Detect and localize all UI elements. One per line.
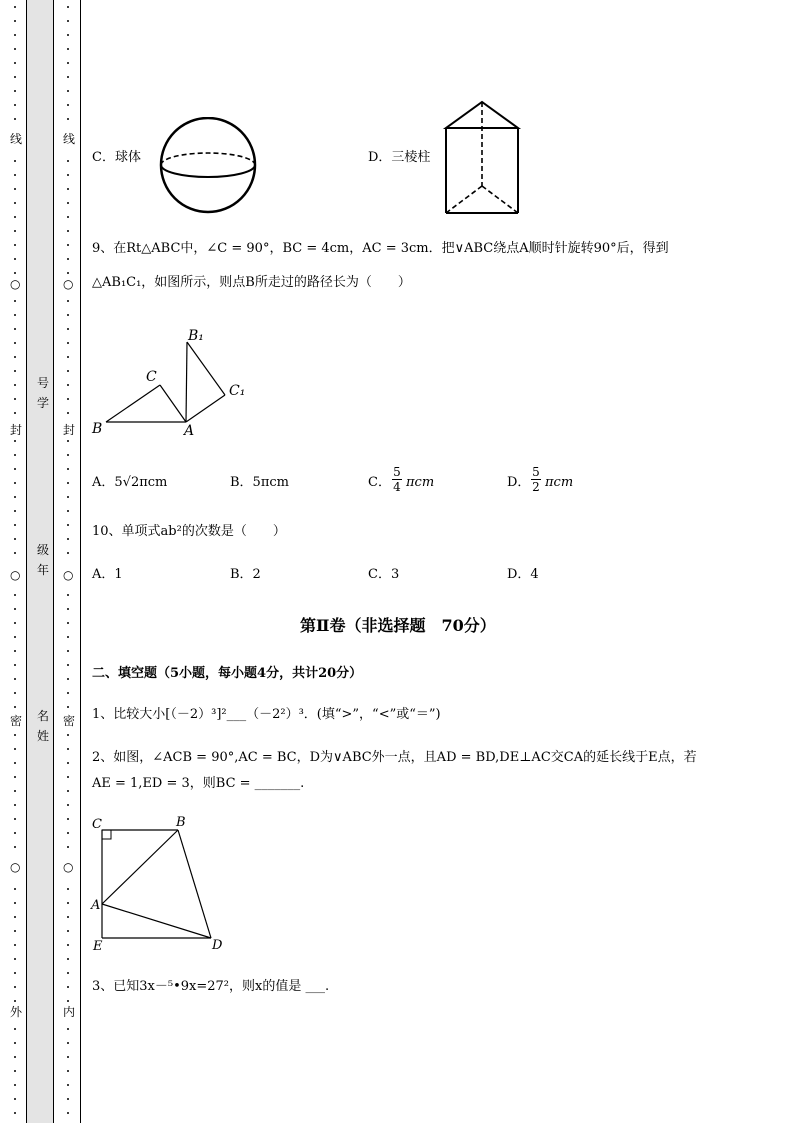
dot bbox=[67, 76, 69, 78]
dot bbox=[67, 48, 69, 50]
dot bbox=[14, 1084, 16, 1086]
left-mark-feng: 封 bbox=[10, 423, 23, 437]
dot bbox=[67, 328, 69, 330]
q10-option-a: A．1 bbox=[92, 567, 123, 582]
q9-option-d-unit: πcm bbox=[545, 475, 574, 490]
dot bbox=[14, 482, 16, 484]
label-A: A bbox=[91, 898, 101, 913]
dot bbox=[67, 244, 69, 246]
part-two-title: 第Ⅱ卷（非选择题 70分） bbox=[300, 616, 496, 635]
dot bbox=[67, 524, 69, 526]
dot bbox=[67, 678, 69, 680]
dot bbox=[67, 258, 69, 260]
q8-option-c: C．球体 bbox=[92, 150, 141, 165]
binding-gutter bbox=[26, 0, 53, 1123]
dot bbox=[14, 174, 16, 176]
dot bbox=[14, 356, 16, 358]
q9-option-c: C． bbox=[368, 475, 391, 490]
right-mark-feng: 封 bbox=[63, 423, 76, 437]
dot bbox=[14, 496, 16, 498]
dot bbox=[67, 818, 69, 820]
dot bbox=[67, 538, 69, 540]
dot bbox=[67, 1112, 69, 1114]
dot bbox=[67, 748, 69, 750]
q9-option-c-fraction bbox=[392, 465, 402, 494]
dot bbox=[14, 776, 16, 778]
dot bbox=[14, 510, 16, 512]
dot bbox=[14, 608, 16, 610]
dot bbox=[67, 902, 69, 904]
right-mark-circle: ○ bbox=[63, 277, 74, 291]
dot bbox=[67, 846, 69, 848]
dot bbox=[67, 1070, 69, 1072]
right-mark-mi: 密 bbox=[63, 714, 76, 728]
sphere-figure bbox=[158, 117, 260, 215]
left-mark-xian: 线 bbox=[10, 132, 23, 146]
dot bbox=[14, 524, 16, 526]
dot bbox=[67, 62, 69, 64]
dot bbox=[67, 594, 69, 596]
dot bbox=[67, 174, 69, 176]
dot bbox=[67, 1084, 69, 1086]
dot bbox=[14, 1056, 16, 1058]
dot bbox=[14, 216, 16, 218]
dot bbox=[14, 314, 16, 316]
dot bbox=[14, 664, 16, 666]
dot bbox=[67, 944, 69, 946]
dot bbox=[67, 1028, 69, 1030]
dot bbox=[67, 1000, 69, 1002]
dot bbox=[67, 104, 69, 106]
dot bbox=[14, 258, 16, 260]
dot bbox=[14, 1042, 16, 1044]
dot bbox=[67, 90, 69, 92]
dot bbox=[14, 552, 16, 554]
gutter-label-xing: 姓 bbox=[37, 729, 50, 743]
fill-q2-line1: 2、如图，∠ACB = 90°,AC = BC，D为∨ABC外一点，且AD = BD,DE⊥AC交CA的延长线于E点，若 bbox=[92, 750, 697, 765]
dot bbox=[14, 412, 16, 414]
dot bbox=[14, 1112, 16, 1114]
q9-option-d-fraction bbox=[531, 465, 541, 494]
dot bbox=[14, 916, 16, 918]
dot bbox=[67, 398, 69, 400]
dot bbox=[67, 1098, 69, 1100]
dot bbox=[67, 342, 69, 344]
right-mark-circle: ○ bbox=[63, 860, 74, 874]
dot bbox=[67, 468, 69, 470]
left-mark-circle: ○ bbox=[10, 860, 21, 874]
dot bbox=[67, 160, 69, 162]
dot bbox=[67, 692, 69, 694]
dot bbox=[14, 748, 16, 750]
fill-q1: 1、比较大小[（－2）³]²___（－2²）³．(填“>”，“<”或“＝”) bbox=[92, 707, 441, 722]
dot bbox=[14, 300, 16, 302]
fill-section-heading: 二、填空题（5小题，每小题4分，共计20分） bbox=[92, 666, 363, 681]
label-B1: B₁ bbox=[188, 328, 204, 344]
right-mark-xian: 线 bbox=[63, 132, 76, 146]
dot bbox=[67, 216, 69, 218]
dot bbox=[14, 440, 16, 442]
dot bbox=[67, 916, 69, 918]
dot bbox=[14, 398, 16, 400]
label-E: E bbox=[93, 939, 103, 954]
right-mark-nei: 内 bbox=[63, 1005, 76, 1019]
dot bbox=[67, 510, 69, 512]
q10-option-d: D．4 bbox=[507, 567, 539, 582]
dot bbox=[14, 944, 16, 946]
dot bbox=[67, 930, 69, 932]
dot bbox=[67, 20, 69, 22]
left-mark-circle: ○ bbox=[10, 277, 21, 291]
q8-option-d: D．三棱柱 bbox=[368, 150, 431, 165]
dot bbox=[14, 888, 16, 890]
dot bbox=[67, 230, 69, 232]
dot bbox=[67, 1056, 69, 1058]
left-mark-wai: 外 bbox=[10, 1005, 23, 1019]
dot bbox=[14, 790, 16, 792]
dot bbox=[14, 48, 16, 50]
dot bbox=[14, 902, 16, 904]
gutter-right-border bbox=[53, 0, 54, 1123]
label-C1: C₁ bbox=[229, 383, 246, 399]
dot bbox=[67, 454, 69, 456]
margin-rule bbox=[80, 0, 81, 1123]
label-B: B bbox=[92, 421, 103, 437]
dot bbox=[67, 650, 69, 652]
dot bbox=[14, 678, 16, 680]
dot bbox=[67, 300, 69, 302]
q10-option-c: C．3 bbox=[368, 567, 400, 582]
dot bbox=[67, 832, 69, 834]
right-mark-circle: ○ bbox=[63, 568, 74, 582]
label-C: C bbox=[146, 369, 157, 385]
triangular-prism-figure bbox=[440, 98, 524, 218]
dot bbox=[67, 440, 69, 442]
dot bbox=[14, 370, 16, 372]
q10-option-b: B．2 bbox=[230, 567, 261, 582]
q9-option-b: B．5πcm bbox=[230, 475, 289, 490]
dot bbox=[14, 594, 16, 596]
gutter-label-nian: 年 bbox=[37, 563, 50, 577]
dot bbox=[14, 930, 16, 932]
dot bbox=[14, 734, 16, 736]
dot bbox=[67, 314, 69, 316]
dot bbox=[14, 384, 16, 386]
dot bbox=[14, 832, 16, 834]
q9-stem-line2: △AB₁C₁，如图所示，则点B所走过的路径长为（ ） bbox=[92, 275, 411, 290]
dot bbox=[14, 804, 16, 806]
dot bbox=[67, 706, 69, 708]
q10-stem: 10、单项式ab²的次数是（ ） bbox=[92, 524, 286, 539]
dot bbox=[67, 412, 69, 414]
dot bbox=[67, 188, 69, 190]
dot bbox=[14, 160, 16, 162]
dot bbox=[14, 230, 16, 232]
dot bbox=[14, 650, 16, 652]
dot bbox=[67, 664, 69, 666]
q9-stem-line1: 9、在Rt△ABC中，∠C = 90°，BC = 4cm，AC = 3cm．把∨ABC绕点A顺时针旋转90°后，得到 bbox=[92, 241, 669, 256]
q9-option-c-unit: πcm bbox=[406, 475, 435, 490]
dot bbox=[67, 958, 69, 960]
dot bbox=[67, 6, 69, 8]
dot bbox=[14, 538, 16, 540]
gutter-label-hao: 号 bbox=[37, 376, 50, 390]
dot bbox=[67, 482, 69, 484]
dot bbox=[14, 468, 16, 470]
dot bbox=[14, 272, 16, 274]
fill-q2-figure bbox=[88, 812, 228, 954]
dot bbox=[14, 34, 16, 36]
dot bbox=[14, 846, 16, 848]
q9-option-d: D． bbox=[507, 475, 531, 490]
dot bbox=[14, 636, 16, 638]
dot bbox=[67, 776, 69, 778]
dot bbox=[14, 6, 16, 8]
dot bbox=[14, 958, 16, 960]
dot bbox=[67, 986, 69, 988]
left-mark-mi: 密 bbox=[10, 714, 23, 728]
dot bbox=[14, 342, 16, 344]
dot bbox=[67, 272, 69, 274]
dot bbox=[67, 1042, 69, 1044]
label-D: D bbox=[212, 938, 223, 953]
dot bbox=[14, 76, 16, 78]
label-C: C bbox=[92, 817, 102, 832]
left-dotted-line bbox=[11, 0, 19, 1123]
right-dotted-line bbox=[64, 0, 72, 1123]
q9-option-a: A．5√2πcm bbox=[92, 475, 168, 490]
dot bbox=[67, 370, 69, 372]
gutter-left-border bbox=[26, 0, 27, 1123]
dot bbox=[67, 972, 69, 974]
label-B: B bbox=[176, 815, 186, 830]
dot bbox=[67, 734, 69, 736]
dot bbox=[67, 496, 69, 498]
dot bbox=[14, 104, 16, 106]
dot bbox=[14, 1070, 16, 1072]
dot bbox=[67, 118, 69, 120]
dot bbox=[14, 706, 16, 708]
dot bbox=[14, 818, 16, 820]
gutter-label-ming: 名 bbox=[37, 709, 50, 723]
dot bbox=[14, 622, 16, 624]
dot bbox=[14, 328, 16, 330]
dot bbox=[14, 188, 16, 190]
dot bbox=[14, 1000, 16, 1002]
dot bbox=[14, 90, 16, 92]
gutter-label-xue: 学 bbox=[37, 396, 50, 410]
dot bbox=[14, 244, 16, 246]
dot bbox=[14, 1098, 16, 1100]
dot bbox=[14, 62, 16, 64]
dot bbox=[67, 608, 69, 610]
dot bbox=[14, 1028, 16, 1030]
fraction-numerator: 5 bbox=[532, 465, 540, 479]
dot bbox=[67, 804, 69, 806]
dot bbox=[67, 552, 69, 554]
dot bbox=[67, 762, 69, 764]
dot bbox=[14, 692, 16, 694]
gutter-label-ji: 级 bbox=[37, 543, 50, 557]
fraction-numerator: 5 bbox=[393, 465, 401, 479]
dot bbox=[67, 636, 69, 638]
left-mark-circle: ○ bbox=[10, 568, 21, 582]
dot bbox=[67, 34, 69, 36]
dot bbox=[14, 202, 16, 204]
fraction-denominator: 2 bbox=[532, 480, 540, 494]
label-A: A bbox=[184, 423, 195, 439]
fraction-denominator: 4 bbox=[393, 480, 401, 494]
dot bbox=[67, 622, 69, 624]
dot bbox=[67, 202, 69, 204]
dot bbox=[67, 790, 69, 792]
dot bbox=[67, 356, 69, 358]
dot bbox=[14, 762, 16, 764]
q9-rotation-figure bbox=[88, 325, 258, 440]
dot bbox=[14, 118, 16, 120]
dot bbox=[67, 384, 69, 386]
dot bbox=[14, 986, 16, 988]
dot bbox=[67, 888, 69, 890]
fill-q3: 3、已知3x－⁵•9x=27²，则x的值是 ___. bbox=[92, 979, 330, 994]
dot bbox=[14, 20, 16, 22]
dot bbox=[14, 972, 16, 974]
fill-q2-line2: AE = 1,ED = 3，则BC = _______. bbox=[92, 776, 305, 791]
dot bbox=[14, 454, 16, 456]
